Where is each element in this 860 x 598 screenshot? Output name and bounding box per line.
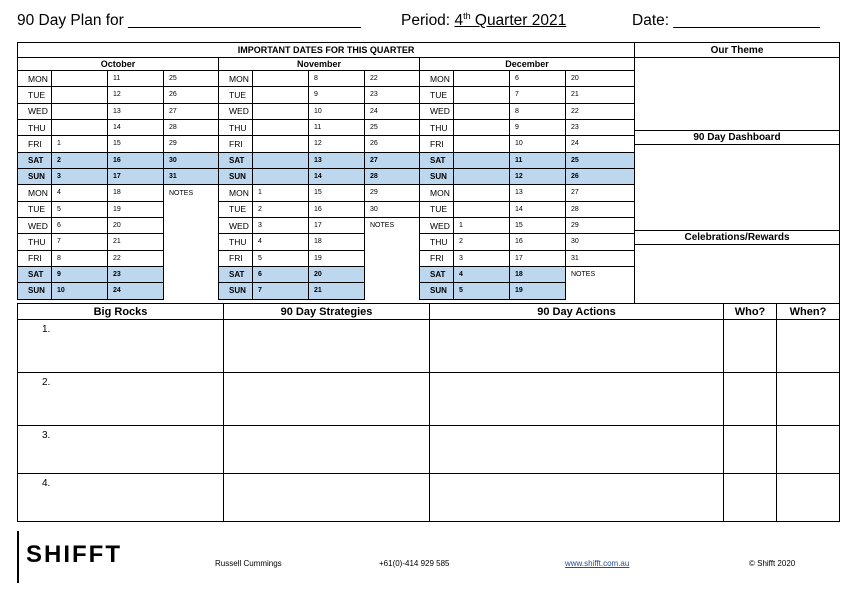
day-label: WED [219, 217, 253, 233]
date-cell: 11 [309, 119, 365, 135]
day-label: THU [18, 119, 52, 135]
important-dates-title: IMPORTANT DATES FOR THIS QUARTER [18, 43, 635, 58]
date-cell: 5 [253, 250, 309, 266]
day-label: THU [18, 234, 52, 250]
day-label: SUN [420, 283, 454, 299]
date-cell: 17 [108, 168, 164, 184]
date-cell [164, 234, 219, 250]
date-cell: 25 [365, 119, 420, 135]
date-cell [253, 152, 309, 168]
who-cell[interactable] [724, 474, 777, 522]
date-cell: 7 [253, 283, 309, 299]
date-cell: 9 [309, 87, 365, 103]
date-cell: 10 [52, 283, 108, 299]
date-cell: 3 [454, 250, 510, 266]
who-heading: Who? [724, 304, 777, 320]
date-cell [566, 283, 635, 299]
date-cell: 4 [52, 185, 108, 201]
day-label: WED [18, 217, 52, 233]
date-cell [454, 152, 510, 168]
date-cell: 9 [510, 119, 566, 135]
date-cell: 29 [365, 185, 420, 201]
date-cell: 14 [108, 119, 164, 135]
date-cell [454, 136, 510, 152]
date-cell [454, 201, 510, 217]
day-label: WED [420, 217, 454, 233]
notes-label: NOTES [365, 217, 420, 233]
day-label: SUN [219, 283, 253, 299]
day-label: FRI [420, 136, 454, 152]
day-label: FRI [219, 136, 253, 152]
date-cell: 3 [52, 168, 108, 184]
date-cell: 25 [566, 152, 635, 168]
date-cell: 15 [309, 185, 365, 201]
date-cell: 15 [510, 217, 566, 233]
day-label: TUE [219, 201, 253, 217]
date-cell: 19 [309, 250, 365, 266]
day-label: SUN [18, 283, 52, 299]
date-cell: 21 [309, 283, 365, 299]
date-cell [365, 234, 420, 250]
date-cell [253, 168, 309, 184]
when-cell[interactable] [777, 426, 840, 474]
date-cell: 23 [566, 119, 635, 135]
date-cell [365, 283, 420, 299]
date-cell: 22 [365, 71, 420, 87]
shifft-logo: SHIFFT [26, 541, 122, 568]
date-cell: 20 [108, 217, 164, 233]
date-cell [253, 87, 309, 103]
date-cell: 2 [52, 152, 108, 168]
month-heading-november: November [219, 58, 420, 71]
plan-table [17, 303, 840, 522]
date-cell: 23 [365, 87, 420, 103]
day-label: SAT [420, 266, 454, 282]
date-cell: 16 [108, 152, 164, 168]
date-cell [454, 87, 510, 103]
date-cell: 23 [108, 266, 164, 282]
date-cell: 28 [164, 119, 219, 135]
date-cell: 10 [510, 136, 566, 152]
date-cell: 26 [566, 168, 635, 184]
strategy-cell[interactable] [224, 320, 430, 373]
date-cell: 18 [309, 234, 365, 250]
date-cell [454, 168, 510, 184]
date-cell [52, 103, 108, 119]
our-theme-box [635, 58, 840, 131]
date-cell: 12 [108, 87, 164, 103]
action-cell[interactable] [430, 373, 724, 426]
footer [17, 531, 839, 587]
date-cell: 9 [52, 266, 108, 282]
date-cell: 14 [309, 168, 365, 184]
day-label: WED [18, 103, 52, 119]
when-heading: When? [777, 304, 840, 320]
date-cell: 18 [108, 185, 164, 201]
date-cell: 8 [52, 250, 108, 266]
date-cell: 27 [164, 103, 219, 119]
celebrations-box [635, 245, 840, 304]
date-cell: 26 [164, 87, 219, 103]
date-cell: 19 [108, 201, 164, 217]
date-cell: 22 [566, 103, 635, 119]
date-cell: 2 [454, 234, 510, 250]
date-cell: 4 [253, 234, 309, 250]
plan-for-label: 90 Day Plan for ___________________________ [17, 12, 361, 29]
date-cell [454, 71, 510, 87]
date-cell [253, 119, 309, 135]
day-label: FRI [420, 250, 454, 266]
date-cell: 7 [52, 234, 108, 250]
date-cell: 6 [510, 71, 566, 87]
footer-phone: +61(0)-414 929 585 [379, 559, 450, 568]
date-cell: 13 [108, 103, 164, 119]
date-cell [164, 217, 219, 233]
date-cell: 30 [566, 234, 635, 250]
date-cell: 25 [164, 71, 219, 87]
date-cell: 26 [365, 136, 420, 152]
action-cell[interactable] [430, 426, 724, 474]
date-cell: 24 [365, 103, 420, 119]
day-label: THU [420, 234, 454, 250]
date-cell [52, 119, 108, 135]
day-label: MON [420, 185, 454, 201]
date-cell: 16 [309, 201, 365, 217]
date-cell: 1 [454, 217, 510, 233]
date-cell: 17 [309, 217, 365, 233]
date-cell: 6 [52, 217, 108, 233]
date-cell [253, 103, 309, 119]
date-cell: 18 [510, 266, 566, 282]
date-cell: 5 [52, 201, 108, 217]
date-cell: 12 [510, 168, 566, 184]
who-cell[interactable] [724, 426, 777, 474]
our-theme-heading: Our Theme [635, 43, 840, 58]
day-label: TUE [420, 87, 454, 103]
date-cell [52, 71, 108, 87]
date-cell: 4 [454, 266, 510, 282]
when-cell[interactable] [777, 320, 840, 373]
date-cell: 30 [365, 201, 420, 217]
day-label: MON [219, 185, 253, 201]
date-cell [52, 87, 108, 103]
strategies-heading: 90 Day Strategies [224, 304, 430, 320]
date-cell: 14 [510, 201, 566, 217]
footer-name: Russell Cummings [215, 559, 282, 568]
day-label: MON [219, 71, 253, 87]
date-cell: 20 [566, 71, 635, 87]
important-dates-table [17, 42, 635, 300]
date-cell: 27 [365, 152, 420, 168]
date-cell: 21 [566, 87, 635, 103]
date-cell: 22 [108, 250, 164, 266]
day-label: THU [420, 119, 454, 135]
date-cell: 16 [510, 234, 566, 250]
day-label: SAT [219, 152, 253, 168]
date-cell: 31 [164, 168, 219, 184]
date-cell: 7 [510, 87, 566, 103]
date-cell [164, 201, 219, 217]
actions-heading: 90 Day Actions [430, 304, 724, 320]
date-cell: 29 [164, 136, 219, 152]
date-cell: 19 [510, 283, 566, 299]
day-label: TUE [18, 87, 52, 103]
day-label: MON [18, 185, 52, 201]
day-label: FRI [18, 250, 52, 266]
date-cell: 29 [566, 217, 635, 233]
day-label: SAT [219, 266, 253, 282]
date-cell: 5 [454, 283, 510, 299]
date-cell [454, 185, 510, 201]
date-cell: 8 [510, 103, 566, 119]
date-cell: 28 [365, 168, 420, 184]
page-header [17, 12, 840, 36]
big-rocks-heading: Big Rocks [18, 304, 224, 320]
day-label: FRI [18, 136, 52, 152]
strategy-cell[interactable] [224, 373, 430, 426]
date-cell: 8 [309, 71, 365, 87]
dashboard-heading: 90 Day Dashboard [635, 131, 840, 145]
date-cell: 21 [108, 234, 164, 250]
footer-website-link[interactable]: www.shifft.com.au [565, 559, 630, 568]
date-cell: 24 [108, 283, 164, 299]
date-cell: 13 [510, 185, 566, 201]
date-cell: 13 [309, 152, 365, 168]
who-cell[interactable] [724, 320, 777, 373]
day-label: SAT [18, 152, 52, 168]
date-cell: 30 [164, 152, 219, 168]
date-cell: 11 [510, 152, 566, 168]
date-cell: 17 [510, 250, 566, 266]
day-label: SUN [18, 168, 52, 184]
day-label: FRI [219, 250, 253, 266]
day-label: SUN [420, 168, 454, 184]
day-label: THU [219, 234, 253, 250]
footer-copyright: © Shifft 2020 [749, 559, 796, 568]
date-cell [164, 283, 219, 299]
notes-label: NOTES [164, 185, 219, 201]
date-cell: 1 [253, 185, 309, 201]
date-cell: 6 [253, 266, 309, 282]
date-cell: 10 [309, 103, 365, 119]
big-rock-number: 3. [18, 426, 224, 474]
big-rock-number: 1. [18, 320, 224, 373]
date-cell [454, 103, 510, 119]
date-cell [164, 250, 219, 266]
day-label: TUE [219, 87, 253, 103]
strategy-cell[interactable] [224, 426, 430, 474]
side-panel [634, 42, 840, 304]
date-cell [253, 71, 309, 87]
dashboard-box [635, 145, 840, 231]
date-cell: 31 [566, 250, 635, 266]
big-rock-number: 2. [18, 373, 224, 426]
day-label: SAT [18, 266, 52, 282]
when-cell[interactable] [777, 373, 840, 426]
date-cell [454, 119, 510, 135]
month-heading-october: October [18, 58, 219, 71]
date-cell: 15 [108, 136, 164, 152]
period-label: Period: 4th Quarter 2021 [401, 10, 567, 29]
big-rock-number: 4. [18, 474, 224, 522]
date-cell: 12 [309, 136, 365, 152]
date-cell: 11 [108, 71, 164, 87]
day-label: THU [219, 119, 253, 135]
who-cell[interactable] [724, 373, 777, 426]
date-cell: 27 [566, 185, 635, 201]
date-cell [253, 136, 309, 152]
date-cell: 24 [566, 136, 635, 152]
day-label: WED [219, 103, 253, 119]
date-cell: 2 [253, 201, 309, 217]
day-label: TUE [18, 201, 52, 217]
action-cell[interactable] [430, 474, 724, 522]
date-cell: 1 [52, 136, 108, 152]
footer-divider [17, 531, 19, 583]
day-label: WED [420, 103, 454, 119]
date-cell: 3 [253, 217, 309, 233]
strategy-cell[interactable] [224, 474, 430, 522]
day-label: TUE [420, 201, 454, 217]
day-label: MON [420, 71, 454, 87]
date-cell: 20 [309, 266, 365, 282]
when-cell[interactable] [777, 474, 840, 522]
date-cell [365, 266, 420, 282]
day-label: MON [18, 71, 52, 87]
celebrations-heading: Celebrations/Rewards [635, 231, 840, 245]
day-label: SUN [219, 168, 253, 184]
date-cell [164, 266, 219, 282]
action-cell[interactable] [430, 320, 724, 373]
month-heading-december: December [420, 58, 635, 71]
notes-label: NOTES [566, 266, 635, 282]
date-label: Date: _________________ [632, 12, 820, 29]
date-cell [365, 250, 420, 266]
day-label: SAT [420, 152, 454, 168]
date-cell: 28 [566, 201, 635, 217]
